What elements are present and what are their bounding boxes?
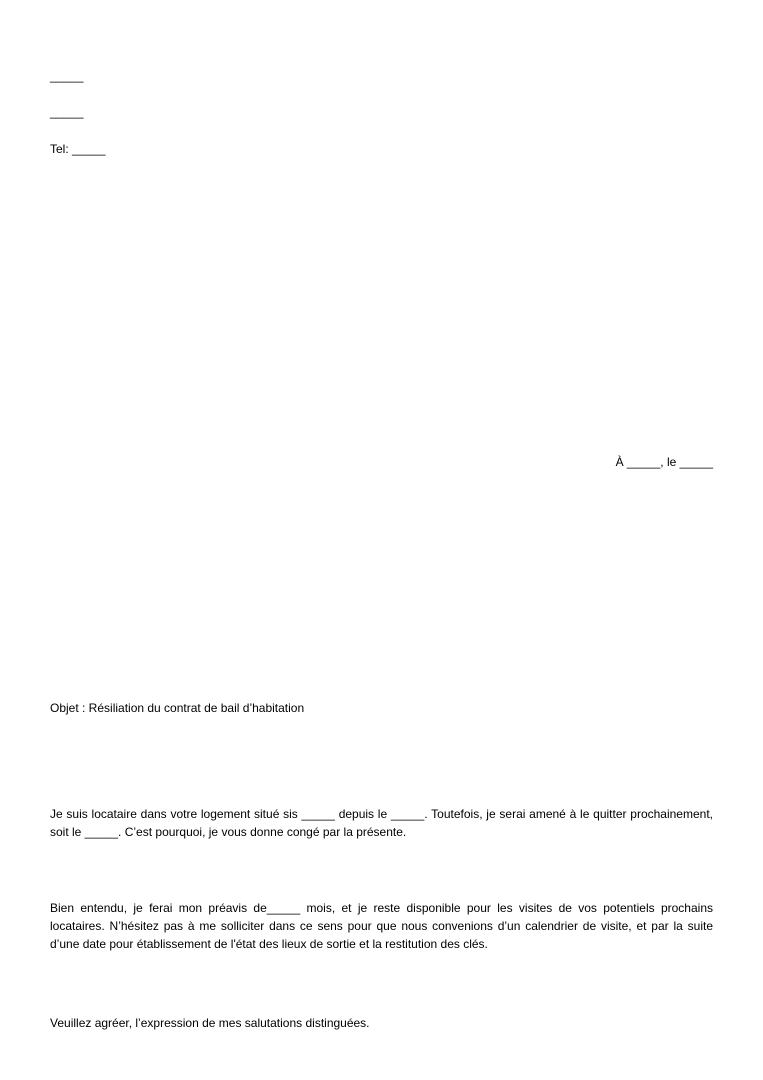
sender-address-blank: _____ — [50, 105, 84, 119]
letter-subject: Objet : Résiliation du contrat de bail d’habitation — [50, 701, 305, 715]
place-date: À _____, le _____ — [615, 455, 713, 469]
sender-name-blank: _____ — [50, 69, 84, 83]
paragraph-notice: Bien entendu, je ferai mon préavis de_____ mois, et je reste disponible pour les visites de vos potentiels prochains locataires. N’hésitez pas à me solliciter dans ce sens pour que nous convenions d’un calendrier de visite, et par la suite d’une date pour établissement de l'état des lieux de sortie et la restitution des clés. — [50, 901, 713, 951]
paragraph-tenancy: Je suis locataire dans votre logement situé sis _____ depuis le _____. Toutefois, je serai amené à le quitter prochainement, soit le _____. C’est pourquoi, je vous donne congé par la présente. — [50, 807, 713, 839]
paragraph-closing: Veuillez agréer, l’expression de mes salutations distinguées. — [50, 1016, 370, 1030]
sender-tel: Tel: _____ — [50, 142, 106, 156]
